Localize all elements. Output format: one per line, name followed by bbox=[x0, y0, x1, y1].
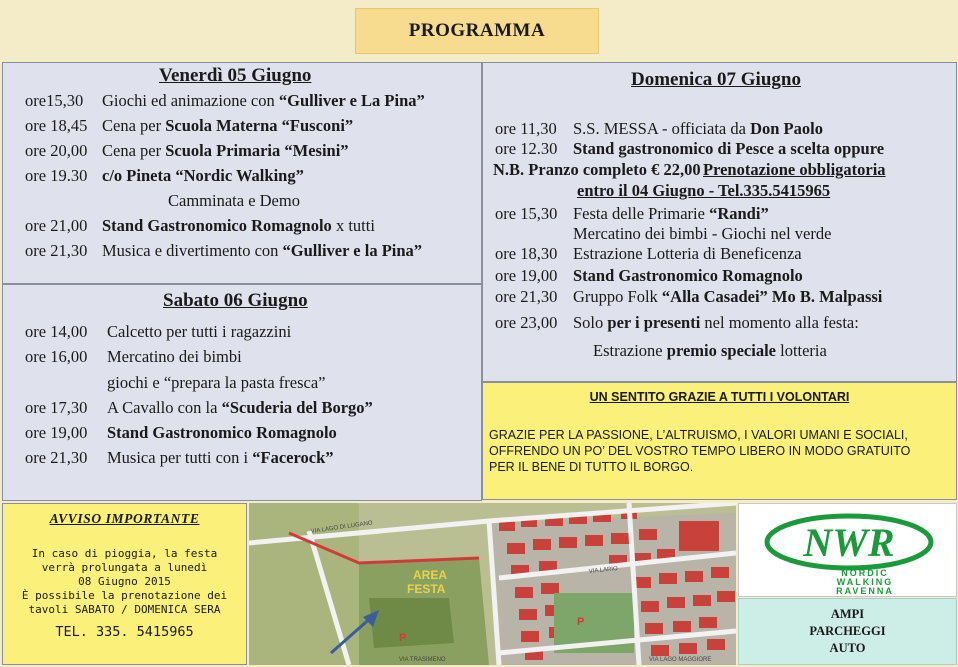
activity-text: Gruppo Folk bbox=[573, 287, 662, 306]
activity-highlight: “Facerock” bbox=[252, 448, 334, 467]
notice-line: 08 Giugno 2015 bbox=[78, 575, 171, 588]
schedule-activity bbox=[107, 347, 242, 367]
schedule-time: ore 19,00 bbox=[25, 423, 88, 442]
thanks-title: UN SENTITO GRAZIE A TUTTI I VOLONTARI bbox=[589, 390, 850, 404]
schedule-activity bbox=[573, 266, 803, 286]
map-parking-marker: P bbox=[399, 632, 407, 644]
schedule-activity bbox=[573, 139, 884, 159]
parking-line: PARCHEGGI bbox=[809, 624, 886, 638]
activity-text: Mercatino dei bimbi - Giochi nel verde bbox=[573, 224, 832, 243]
schedule-time: ore 23,00 bbox=[495, 313, 558, 332]
map-area-label: FESTA bbox=[407, 582, 446, 596]
activity-text: giochi e “prepara la pasta fresca” bbox=[107, 373, 326, 392]
schedule-time: ore 21,00 bbox=[25, 216, 88, 235]
map-street-label: VIA LARIO bbox=[588, 565, 619, 575]
schedule-activity bbox=[102, 241, 422, 261]
schedule-activity bbox=[102, 166, 304, 186]
map-street-label: VIA LAGO MAGGIORE bbox=[649, 657, 712, 663]
schedule-activity bbox=[573, 244, 802, 264]
thanks-box bbox=[482, 382, 957, 500]
activity-text: nel momento alla festa: bbox=[700, 313, 859, 332]
schedule-time: ore 15,30 bbox=[495, 204, 558, 223]
sunday-title: Domenica 07 Giugno bbox=[631, 69, 801, 90]
logo-text: RAVENNA bbox=[836, 586, 894, 596]
sunday-panel bbox=[482, 62, 957, 382]
thanks-text bbox=[489, 427, 950, 475]
activity-highlight: N.B. Pranzo completo € 22,00 bbox=[493, 160, 701, 179]
activity-text: Estrazione Lotteria di Beneficenza bbox=[573, 244, 802, 263]
logo-mark: NWR bbox=[803, 520, 895, 565]
schedule-time: ore 21,30 bbox=[25, 241, 88, 260]
map-image bbox=[249, 503, 736, 665]
activity-highlight: Scuola Primaria “Mesini” bbox=[165, 141, 349, 160]
notice-title: AVVISO IMPORTANTE bbox=[49, 511, 200, 526]
activity-highlight: “Gulliver e La Pina” bbox=[278, 91, 425, 110]
map-street-label: VIA TRASIMENO bbox=[399, 657, 446, 663]
activity-text: Solo bbox=[573, 313, 608, 332]
schedule-activity bbox=[102, 141, 349, 161]
page-title: PROGRAMMA bbox=[355, 8, 599, 54]
activity-text: Calcetto per tutti i ragazzini bbox=[107, 322, 292, 341]
schedule-time: ore 21,30 bbox=[495, 287, 558, 306]
map-area-label: AREA bbox=[413, 568, 448, 582]
map-graphic bbox=[249, 503, 736, 665]
schedule-activity bbox=[573, 119, 823, 139]
activity-text: Musica e divertimento con bbox=[102, 241, 283, 260]
map-street-label: VIA LAGO DI LUGANO bbox=[310, 520, 374, 535]
logo-text: WALKING bbox=[836, 577, 894, 587]
logo-text: NORDIC bbox=[841, 568, 889, 578]
schedule-time: ore 19.30 bbox=[25, 166, 88, 185]
schedule-activity bbox=[107, 448, 334, 468]
activity-highlight: entro il 04 Giugno - Tel.335.5415965 bbox=[577, 181, 831, 200]
activity-highlight: Prenotazione obbligatoria bbox=[703, 160, 886, 179]
activity-text: Cena per bbox=[102, 141, 166, 160]
activity-text: A Cavallo con la bbox=[107, 398, 222, 417]
schedule-activity bbox=[102, 91, 425, 111]
notice-line: tavoli SABATO / DOMENICA SERA bbox=[28, 603, 221, 616]
friday-panel bbox=[2, 62, 482, 284]
activity-text: Cena per bbox=[102, 116, 166, 135]
notice-line: In caso di pioggia, la festa bbox=[31, 547, 218, 560]
activity-highlight: Stand Gastronomico Romagnolo bbox=[107, 423, 337, 442]
activity-text: Giochi ed animazione con bbox=[102, 91, 279, 110]
schedule-activity bbox=[102, 116, 353, 136]
map-parking-marker: P bbox=[577, 616, 585, 628]
logo-graphic bbox=[739, 504, 958, 598]
schedule-activity bbox=[703, 160, 886, 180]
activity-text: Camminata e Demo bbox=[168, 191, 300, 210]
schedule-activity bbox=[573, 287, 882, 307]
activity-highlight: Scuola Materna “Fusconi” bbox=[165, 116, 354, 135]
activity-highlight: premio speciale bbox=[666, 341, 776, 360]
activity-highlight: c/o Pineta “Nordic Walking” bbox=[102, 166, 304, 185]
activity-text: Musica per tutti con i bbox=[107, 448, 253, 467]
friday-title: Venerdì 05 Giugno bbox=[159, 65, 312, 86]
schedule-activity bbox=[577, 181, 830, 201]
activity-text: Estrazione bbox=[593, 341, 667, 360]
schedule-time: ore 21,30 bbox=[25, 448, 88, 467]
saturday-panel bbox=[2, 284, 482, 501]
schedule-activity bbox=[573, 224, 831, 244]
activity-highlight: Stand Gastronomico Romagnolo bbox=[102, 216, 332, 235]
saturday-title: Sabato 06 Giugno bbox=[163, 290, 308, 311]
schedule-activity bbox=[168, 191, 300, 211]
activity-highlight: “Scuderia del Borgo” bbox=[221, 398, 373, 417]
notice-box bbox=[2, 503, 247, 665]
schedule-activity bbox=[107, 423, 337, 443]
activity-highlight: Don Paolo bbox=[750, 119, 823, 138]
schedule-time: ore 16,00 bbox=[25, 347, 88, 366]
schedule-time: ore 20,00 bbox=[25, 141, 88, 160]
thanks-line: GRAZIE PER LA PASSIONE, L’ALTRUISMO, I VALORI UMANI E SOCIALI, bbox=[489, 428, 908, 442]
activity-highlight: per i presenti bbox=[607, 313, 701, 332]
schedule-activity bbox=[107, 322, 291, 342]
parking-line: AUTO bbox=[829, 641, 866, 655]
activity-text: Festa delle Primarie bbox=[573, 204, 710, 223]
schedule-activity bbox=[573, 204, 769, 224]
schedule-activity bbox=[493, 160, 701, 180]
schedule-time: ore 19,00 bbox=[495, 266, 558, 285]
schedule-activity bbox=[593, 341, 827, 361]
thanks-line: PER IL BENE DI TUTTO IL BORGO. bbox=[489, 460, 694, 474]
schedule-activity bbox=[102, 216, 375, 236]
schedule-time: ore 18,45 bbox=[25, 116, 88, 135]
activity-text: lotteria bbox=[775, 341, 827, 360]
activity-text: S.S. MESSA - officiata da bbox=[573, 119, 751, 138]
activity-highlight: “Randi” bbox=[709, 204, 769, 223]
activity-highlight: Stand gastronomico di Pesce a scelta oppure bbox=[573, 139, 885, 158]
activity-highlight: “Alla Casadei” Mo B. Malpassi bbox=[661, 287, 883, 306]
notice-line: verrà prolungata a lunedì bbox=[41, 561, 208, 574]
activity-text: x tutti bbox=[331, 216, 375, 235]
thanks-line: OFFRENDO UN PO’ DEL VOSTRO TEMPO LIBERO IN MODO GRATUITO bbox=[489, 444, 911, 458]
map-park-dark bbox=[369, 598, 454, 648]
parking-line: AMPI bbox=[830, 607, 865, 621]
schedule-time: ore 11,30 bbox=[495, 119, 557, 138]
parking-box bbox=[738, 598, 957, 665]
notice-line: È possibile la prenotazione dei bbox=[21, 589, 228, 602]
schedule-time: ore 17,30 bbox=[25, 398, 88, 417]
schedule-activity bbox=[107, 398, 373, 418]
schedule-activity bbox=[573, 313, 859, 333]
schedule-activity bbox=[107, 373, 326, 393]
activity-highlight: “Gulliver e la Pina” bbox=[282, 241, 423, 260]
nordic-walking-logo bbox=[738, 503, 957, 597]
activity-highlight: Stand Gastronomico Romagnolo bbox=[573, 266, 803, 285]
schedule-time: ore 12.30 bbox=[495, 139, 558, 158]
schedule-time: ore 14,00 bbox=[25, 322, 88, 341]
schedule-time: ore 18,30 bbox=[495, 244, 558, 263]
schedule-time: ore15,30 bbox=[25, 91, 84, 110]
activity-text: Mercatino dei bimbi bbox=[107, 347, 242, 366]
notice-phone: TEL. 335. 5415965 bbox=[55, 624, 194, 640]
